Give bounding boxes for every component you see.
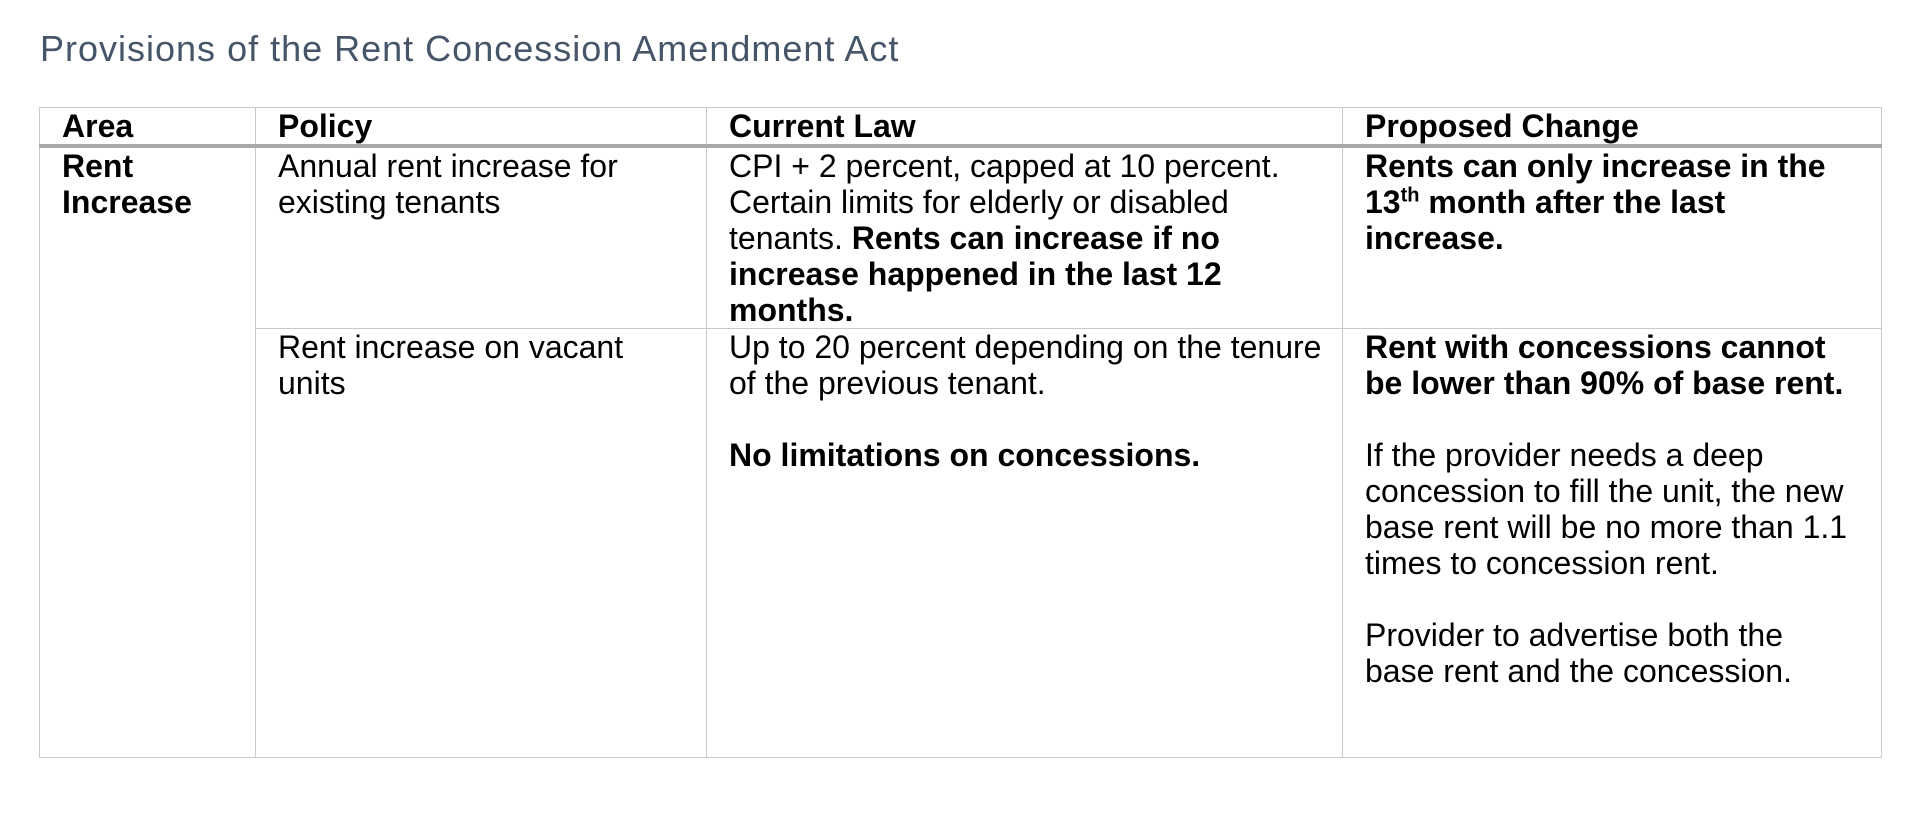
header-area: Area [40, 108, 256, 147]
header-policy: Policy [256, 108, 707, 147]
current-law-cell [707, 146, 1343, 329]
current-law-cell [707, 329, 1343, 758]
current-law-text: Up to 20 percent depending on the tenure of the previous tenant. [729, 329, 1322, 401]
proposed-change-cell [1343, 329, 1882, 758]
area-label: Rent Increase [62, 148, 192, 220]
proposed-change-paragraph: If the provider needs a deep concession to fill the unit, the new base rent will be no more than 1.1 times to concession rent. [1365, 437, 1848, 581]
proposed-change-cell [1343, 146, 1882, 329]
area-cell [40, 146, 256, 758]
header-proposed-change: Proposed Change [1343, 108, 1882, 147]
current-law-bold-text: Rents can increase if no increase happened in the last 12 months. [729, 220, 1222, 328]
table-row [40, 146, 1882, 329]
table-row [40, 329, 1882, 758]
ordinal-suffix: th [1400, 184, 1420, 207]
current-law-text: CPI + 2 percent, capped at 10 percent. Certain limits for elderly or disabled tenants. [729, 148, 1280, 256]
proposed-change-paragraph: Provider to advertise both the base rent and the concession. [1365, 617, 1792, 689]
proposed-change-text-start: Rents can only increase in the 13 [1365, 148, 1826, 220]
page-title: Provisions of the Rent Concession Amendment Act [40, 28, 900, 69]
policy-cell [256, 146, 707, 329]
current-law-bold-text: No limitations on concessions. [729, 437, 1201, 473]
policy-text: Annual rent increase for existing tenants [278, 148, 618, 220]
policy-text: Rent increase on vacant units [278, 329, 624, 401]
proposed-change-text-end: month after the last increase. [1365, 184, 1726, 256]
provisions-table [39, 107, 1882, 758]
proposed-change-bold-text: Rent with concessions cannot be lower than 90% of base rent. [1365, 329, 1844, 401]
header-current-law: Current Law [707, 108, 1343, 147]
policy-cell [256, 329, 707, 758]
table-header-row [40, 108, 1882, 147]
